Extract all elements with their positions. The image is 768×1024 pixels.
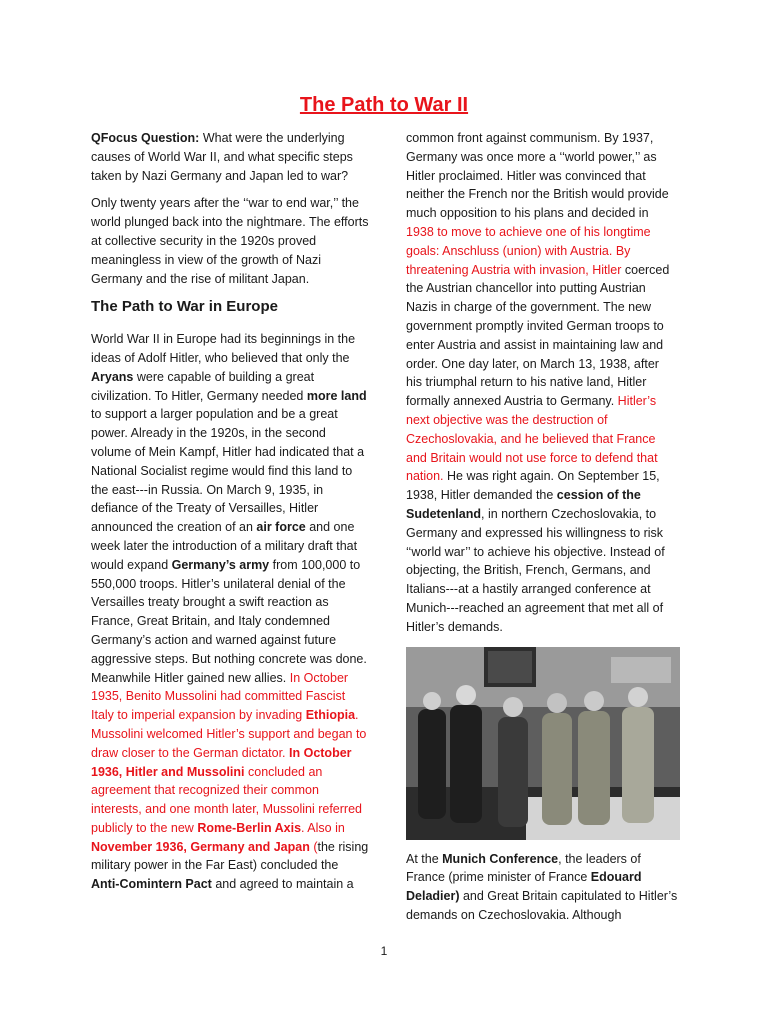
right-column bbox=[406, 129, 678, 934]
section-heading-europe: The Path to War in Europe bbox=[91, 298, 278, 316]
left-column bbox=[91, 129, 369, 903]
focus-text: What were the underlying causes of World War II, and what specific steps taken by Nazi Germany and Japan led to war? bbox=[91, 131, 353, 183]
europe-paragraph bbox=[91, 330, 369, 894]
text-span: were capable of building a great civilization. To Hitler, Germany needed bbox=[91, 369, 315, 403]
text-span: and one week later the introduction of a military draft that would expand bbox=[91, 520, 358, 572]
text-span: and agreed to maintain a bbox=[211, 877, 354, 892]
text-span: and Great Britain capitulated to Hitler’s demands on Czechoslovakia. Although bbox=[406, 889, 678, 922]
term-germany-japan: November 1936, Germany and Japan bbox=[91, 839, 310, 854]
austria-paragraph bbox=[406, 129, 678, 637]
term-sudetenland: cession of the Sudetenland bbox=[406, 488, 641, 521]
munich-conference-photo bbox=[406, 647, 680, 840]
highlight-agreement: concluded an agreement that recognized their common interests, and one month later, Mussolini referred publicly to the new bbox=[91, 764, 362, 835]
term-aryans: Aryans bbox=[91, 369, 134, 384]
text-span: to support a larger population and be a great power. Already in the 1920s, in the second volume of Mein Kampf, Hitler had indicated that a National Socialist regime would find this land to the east---in Russia. On March 9, 1935, in defiance of the Treaty of Versailles, Hitler announced the creation of an bbox=[91, 407, 365, 535]
term-more-land: more land bbox=[306, 388, 367, 403]
photo-illustration bbox=[406, 647, 680, 840]
focus-label: QFocus Question: bbox=[91, 131, 200, 145]
text-span: He was right again. On September 15, 1938, Hitler demanded the bbox=[406, 469, 660, 503]
photo-caption bbox=[406, 850, 678, 925]
text-span: , in northern Czechoslovakia, to Germany and expressed his willingness to risk ‘‘world war’’ to achieve his objective. Instead of objecting, the British, French, Germans, and Italians---at a hastily arranged conference at Munich---reached an agreement that met all of Hitler’s demands. bbox=[406, 506, 665, 634]
term-germanys-army: Germany’s army bbox=[171, 557, 270, 572]
highlight-czechoslovakia: Hitler’s next objective was the destruction of Czechoslovakia, and he believed that France and Britain would not use force to defend that nation. bbox=[406, 394, 658, 484]
intro-paragraph: Only twenty years after the ‘‘war to end war,’’ the world plunged back into the nightmare. The efforts at collective security in the 1920s proved meaningless in view of the growth of Nazi Germany and the rise of militant Japan. bbox=[91, 196, 369, 286]
term-daladier: Edouard Deladier) bbox=[406, 870, 642, 904]
term-ethiopia: Ethiopia bbox=[305, 708, 356, 723]
highlight-also-in: . Also in bbox=[301, 820, 345, 835]
highlight-italy: In October 1935, Benito Mussolini had committed Fascist Italy to imperial expansion by invading bbox=[91, 670, 349, 723]
text-span: At the bbox=[406, 851, 443, 866]
term-october-1936: In October 1936, Hitler and Mussolini bbox=[91, 745, 352, 779]
term-munich-conference: Munich Conference bbox=[442, 851, 559, 866]
page-title: The Path to War II bbox=[299, 94, 469, 116]
page-number: 1 bbox=[380, 944, 388, 958]
text-span: , the leaders of France (prime minister of France bbox=[406, 851, 641, 885]
text-span: common front against communism. By 1937, Germany was once more a ‘‘world power,’’ as Hitler proclaimed. Hitler was convinced that neither the French nor the British would provide much opposition to his plans and decided in bbox=[406, 131, 669, 221]
text-span: from 100,000 to 550,000 troops. Hitler’s unilateral denial of the Versailles treaty brought a swift reaction as France, Great Britain, and Italy condemned Germany’s action and warned against future aggressive steps. But nothing concrete was done. Meanwhile Hitler gained new allies. bbox=[91, 557, 367, 685]
text-span: the rising military power in the Far East) concluded the bbox=[91, 839, 369, 873]
term-anti-comintern: Anti-Comintern Pact bbox=[91, 877, 212, 892]
text-span: World War II in Europe had its beginnings in the ideas of Adolf Hitler, who believed that only the bbox=[91, 332, 356, 365]
text-span: coerced the Austrian chancellor into putting Austrian Nazis in charge of the government. The new government promptly invited German troops to enter Austria and assist in maintaining law and order. One day later, on March 13, 1938, after his triumphal return to his native land, Hitler formally annexed Austria to Germany. bbox=[406, 262, 670, 409]
term-air-force: air force bbox=[256, 520, 306, 535]
focus-question bbox=[91, 129, 369, 185]
highlight-paren: ( bbox=[309, 839, 318, 854]
term-rome-berlin-axis: Rome-Berlin Axis bbox=[197, 820, 302, 835]
highlight-mussolini: . Mussolini welcomed Hitler’s support and began to draw closer to the German dictator. bbox=[91, 708, 367, 760]
highlight-anschluss: 1938 to move to achieve one of his longtime goals: Anschluss (union) with Austria. By threatening Austria with invasion, Hitler bbox=[406, 224, 651, 277]
